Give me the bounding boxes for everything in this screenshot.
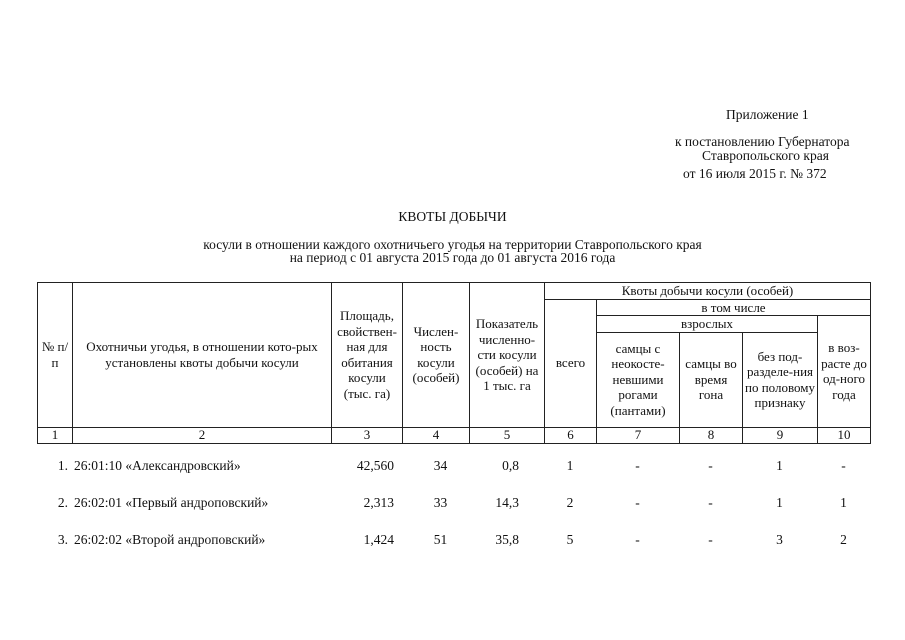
table-row (37, 484, 870, 521)
row-density: 35,8 (495, 531, 519, 547)
row-no-sex: 1 (776, 494, 783, 510)
table-row (37, 447, 870, 484)
row-no-sex: 3 (776, 531, 783, 547)
row-density: 14,3 (495, 494, 519, 510)
row-total: 1 (566, 457, 574, 473)
row-males-antlers: - (635, 531, 640, 547)
row-population: 51 (433, 531, 448, 547)
row-hunting-ground: 26:01:10 «Александровский» (74, 457, 241, 473)
row-under-one: 1 (840, 494, 847, 510)
row-total: 5 (566, 531, 574, 547)
row-males-antlers: - (635, 457, 640, 473)
row-males-antlers: - (635, 494, 640, 510)
header-males-during-rut: самцы во время гона (680, 332, 743, 427)
row-density: 0,8 (502, 457, 519, 473)
decree-line-2: Ставропольского края (702, 148, 829, 163)
quota-table-header (37, 282, 871, 444)
header-population: Числен-ность косули (особей) (403, 283, 470, 428)
subtitle-line-2: на период с 01 августа 2015 года до 01 августа 2016 года (289, 250, 616, 265)
header-density: Показатель численно-сти косули (особей) на 1 тыс. га (470, 283, 545, 428)
header-total: всего (545, 299, 597, 427)
row-no: 2. (57, 494, 68, 510)
column-number: 8 (680, 427, 743, 443)
table-row (37, 521, 870, 558)
row-no-sex: 1 (776, 457, 783, 473)
row-area: 1,424 (363, 531, 394, 547)
column-number: 2 (73, 427, 332, 443)
header-no-sex-division: без под-разделе-ния по половому признаку (743, 332, 818, 427)
column-number: 4 (403, 427, 470, 443)
row-under-one: - (841, 457, 846, 473)
column-number: 6 (545, 427, 597, 443)
header-including-group: в том числе (597, 299, 871, 316)
column-number: 7 (597, 427, 680, 443)
decree-line-3: от 16 июля 2015 г. № 372 (683, 166, 827, 181)
header-under-one-year: в воз-расте до од-ного года (818, 316, 871, 428)
row-area: 2,313 (363, 494, 394, 510)
column-number: 5 (470, 427, 545, 443)
header-no: № п/п (38, 283, 73, 428)
row-no: 3. (57, 531, 68, 547)
row-hunting-ground: 26:02:01 «Первый андроповский» (74, 494, 269, 510)
row-hunting-ground: 26:02:02 «Второй андроповский» (74, 531, 266, 547)
row-area: 42,560 (356, 457, 394, 473)
appendix-label: Приложение 1 (726, 107, 809, 122)
header-hunting-grounds: Охотничьи угодья, в отношении кото-рых установлены квоты добычи косули (73, 283, 332, 428)
header-adults-group: взрослых (597, 316, 818, 333)
row-no: 1. (57, 457, 68, 473)
row-total: 2 (566, 494, 574, 510)
header-quota-group: Квоты добычи косули (особей) (545, 283, 871, 300)
column-number: 1 (38, 427, 73, 443)
row-population: 34 (433, 457, 448, 473)
row-population: 33 (433, 494, 448, 510)
row-males-rut: - (708, 531, 713, 547)
document-title: КВОТЫ ДОБЫЧИ (398, 209, 507, 224)
column-number: 10 (818, 427, 871, 443)
row-males-rut: - (708, 457, 713, 473)
subtitle-line-1: косули в отношении каждого охотничьего угодья на территории Ставропольского края (203, 237, 702, 252)
column-number: 3 (332, 427, 403, 443)
header-males-with-antlers: самцы с неокосте-невшими рогами (пантами) (597, 332, 680, 427)
row-under-one: 2 (840, 531, 847, 547)
column-number: 9 (743, 427, 818, 443)
row-males-rut: - (708, 494, 713, 510)
header-area: Площадь, свойствен-ная для обитания косули (тыс. га) (332, 283, 403, 428)
quota-table-body (37, 447, 870, 558)
decree-line-1: к постановлению Губернатора (675, 134, 850, 149)
